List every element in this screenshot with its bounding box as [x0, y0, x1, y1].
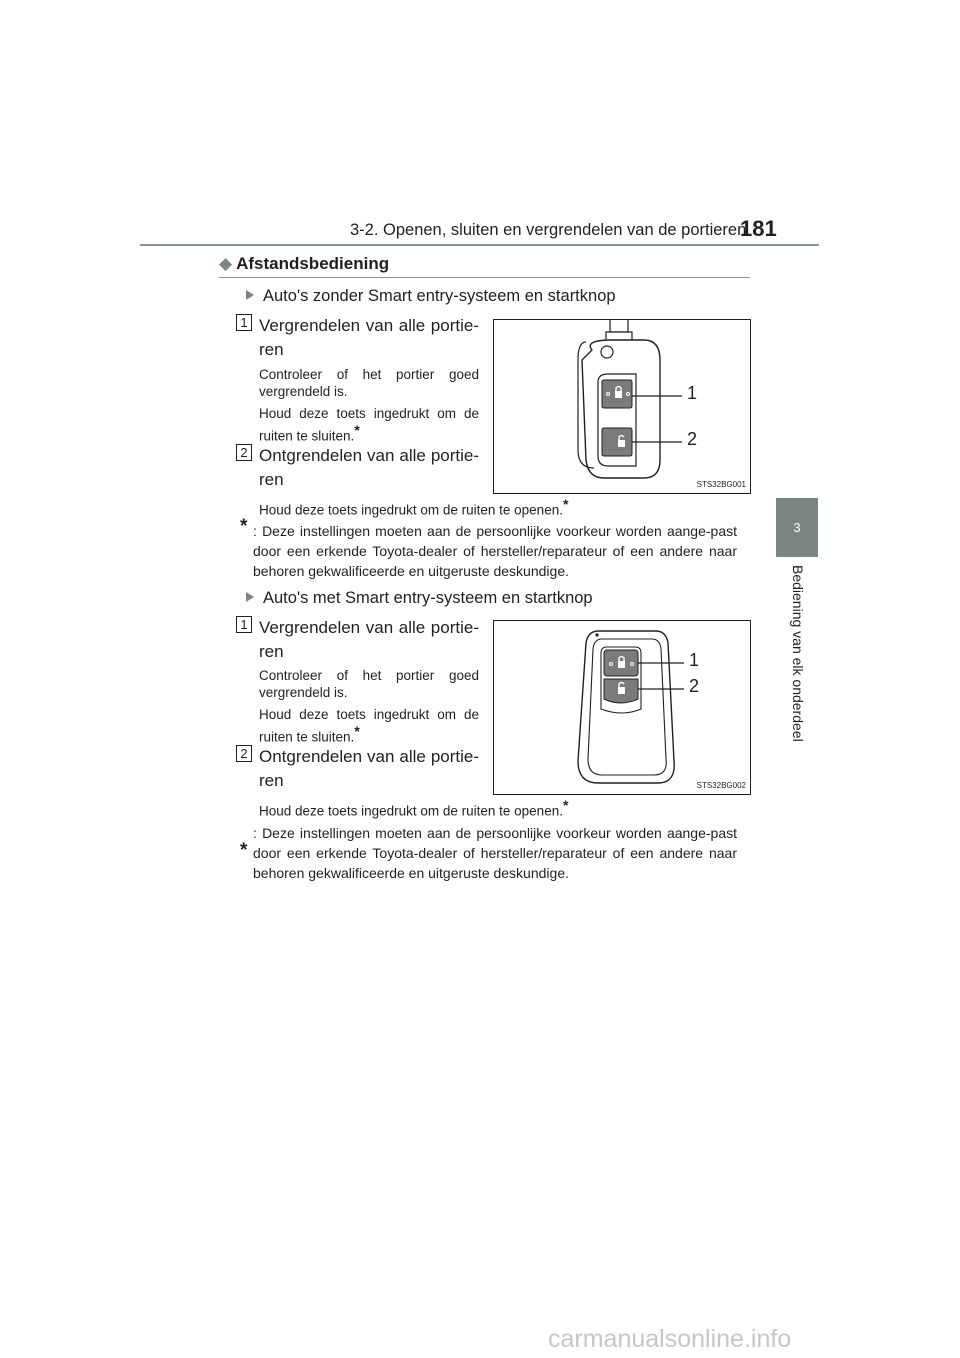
- triangle-bullet-icon: [246, 592, 254, 602]
- chapter-tab: 3: [776, 498, 818, 557]
- item-note: [259, 496, 568, 518]
- diamond-bullet-icon: ◆: [219, 254, 233, 273]
- footnote-text: : Deze instellingen moeten aan de persoonlijke voorkeur worden aange-past door een erkende Toyota-dealer of hersteller/reparateur of een andere naar behoren gekwalificeerde en uitgeruste deskundige.: [253, 523, 737, 579]
- item-description: [259, 706, 479, 746]
- section-rule: [219, 277, 750, 278]
- subheading-1-text: Auto's zonder Smart entry-systeem en startknop: [263, 287, 616, 305]
- item-title: Ontgrendelen van alle portie-ren: [259, 446, 479, 489]
- item-description: [259, 405, 479, 445]
- subheading-2-text: Auto's met Smart entry-systeem en startknop: [263, 589, 593, 607]
- item-number-1: 1: [236, 314, 252, 331]
- item-note-text: Houd deze toets ingedrukt om de ruiten te openen.: [259, 803, 563, 819]
- running-header: 3-2. Openen, sluiten en vergrendelen van de portieren: [350, 221, 747, 239]
- subheading-2: [246, 589, 593, 608]
- figure-code: STS32BG002: [696, 781, 746, 790]
- item-title: Vergrendelen van alle portie-ren: [259, 316, 479, 359]
- callout-1: 1: [684, 386, 700, 403]
- item-description: Controleer of het portier goed vergrendeld is.: [259, 668, 479, 700]
- item-description: Controleer of het portier goed vergrendeld is.: [259, 367, 479, 399]
- figure-smart-key: [493, 620, 751, 795]
- item-description-text: Houd deze toets ingedrukt om de ruiten te sluiten.: [259, 406, 479, 444]
- smart-key-illustration: [494, 621, 750, 794]
- asterisk-mark: *: [354, 723, 360, 739]
- asterisk-mark: *: [354, 422, 360, 438]
- item-note: [259, 797, 568, 819]
- callout-2: 2: [684, 432, 700, 449]
- footnote-asterisk: *: [240, 840, 248, 861]
- page-number: 181: [740, 216, 777, 241]
- section-heading-text: Afstandsbediening: [236, 254, 390, 273]
- item-title: Vergrendelen van alle portie-ren: [259, 618, 479, 661]
- footnote-text: : Deze instellingen moeten aan de persoonlijke voorkeur worden aange-past door een erkende Toyota-dealer of hersteller/reparateur of een andere naar behoren gekwalificeerde en uitgeruste deskundige.: [253, 825, 737, 881]
- item-note-text: Houd deze toets ingedrukt om de ruiten te openen.: [259, 502, 563, 518]
- triangle-bullet-icon: [246, 290, 254, 300]
- subheading-1: [246, 287, 616, 306]
- asterisk-mark: *: [562, 496, 569, 512]
- item-number-1: 1: [236, 616, 252, 633]
- callout-1: 1: [686, 653, 702, 670]
- figure-key-fob-folding: [493, 319, 751, 494]
- chapter-label: Bediening van elk onderdeel: [790, 565, 806, 742]
- item-description-text: Houd deze toets ingedrukt om de ruiten te sluiten.: [259, 707, 479, 745]
- watermark: carmanualsonline.info: [548, 1325, 792, 1353]
- figure-code: STS32BG001: [696, 480, 746, 489]
- key-fob-folding-illustration: [494, 320, 750, 493]
- asterisk-mark: *: [562, 797, 569, 813]
- item-title: Ontgrendelen van alle portie-ren: [259, 747, 479, 790]
- header-rule: [140, 244, 819, 246]
- callout-2: 2: [686, 679, 702, 696]
- item-number-2: 2: [236, 444, 252, 461]
- item-number-2: 2: [236, 745, 252, 762]
- footnote-asterisk: *: [240, 516, 248, 537]
- section-heading: [219, 254, 389, 274]
